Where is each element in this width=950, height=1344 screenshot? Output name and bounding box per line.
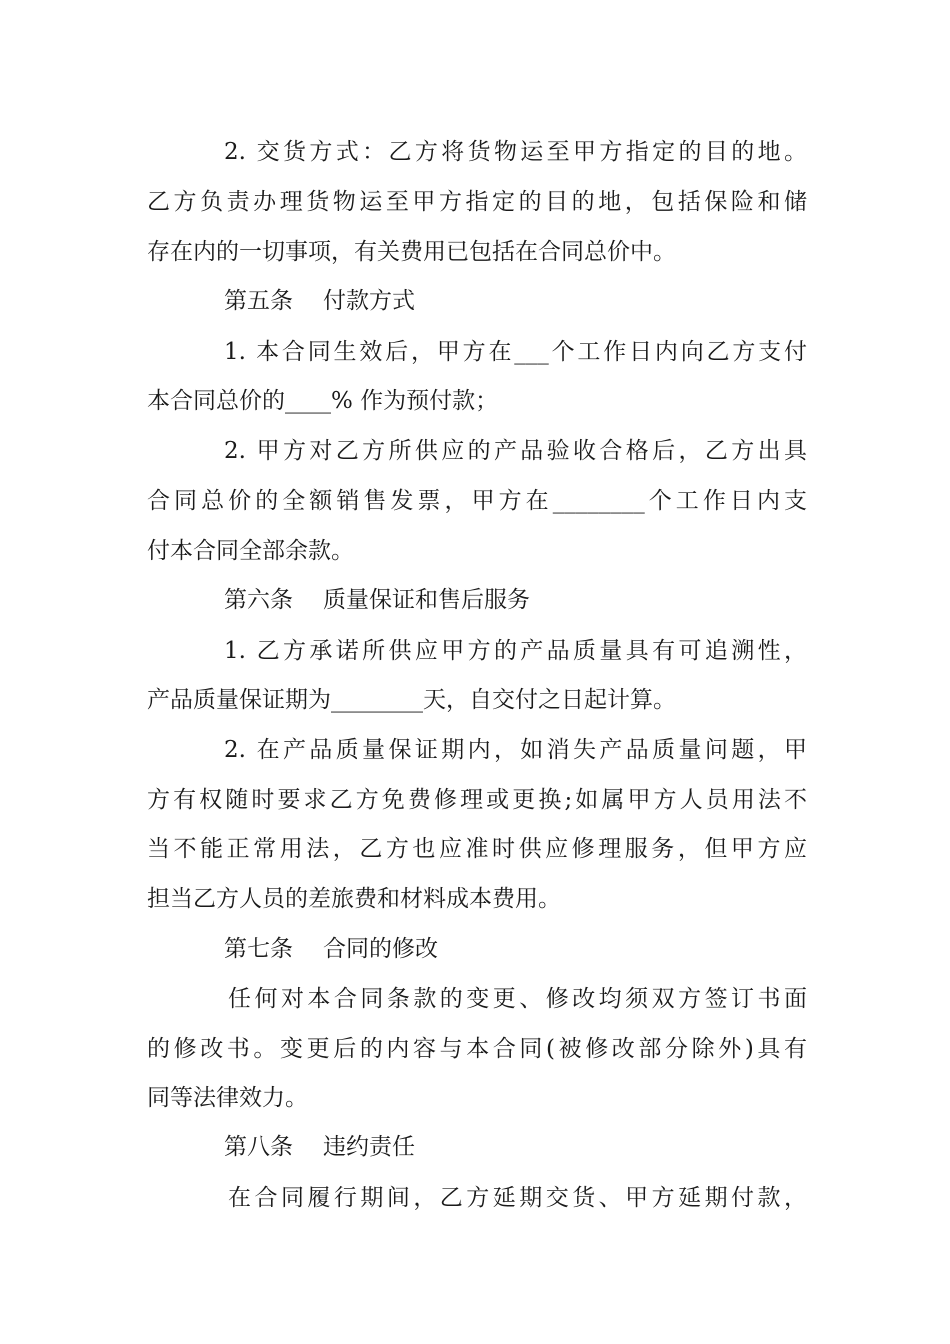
text-line: 本合同总价的____% 作为预付款； [147, 388, 499, 414]
article-heading [224, 585, 530, 615]
text-line: 合同总价的全额销售发票，甲方在________个工作日内支 [147, 488, 807, 514]
text-line: 同等法律效力。 [147, 1085, 308, 1111]
text-line: 乙方负责办理货物运至甲方指定的目的地，包括保险和储 [147, 189, 807, 215]
article-heading [224, 1132, 415, 1162]
text-line: 产品质量保证期为________天，自交付之日起计算。 [147, 687, 676, 713]
text-line: 方有权随时要求乙方免费修理或更换;如属甲方人员用法不 [147, 787, 807, 813]
article-number: 第五条 [224, 288, 293, 314]
text-line: 的修改书。变更后的内容与本合同(被修改部分除外)具有 [147, 1036, 807, 1062]
article-number: 第八条 [224, 1134, 293, 1160]
text-line: 2. 在产品质量保证期内，如消失产品质量问题，甲 [224, 737, 807, 763]
text-line: 任何对本合同条款的变更、修改均须双方签订书面 [228, 986, 807, 1012]
text-line: 付本合同全部余款。 [147, 538, 354, 564]
article-number: 第七条 [224, 936, 293, 962]
text-line: 担当乙方人员的差旅费和材料成本费用。 [147, 886, 561, 912]
article-title: 付款方式 [323, 288, 415, 314]
text-line: 在合同履行期间，乙方延期交货、甲方延期付款， [228, 1185, 807, 1211]
article-title: 违约责任 [323, 1134, 415, 1160]
article-heading [224, 286, 415, 316]
text-line: 1. 本合同生效后，甲方在___个工作日内向乙方支付 [224, 339, 807, 365]
article-title: 质量保证和售后服务 [323, 587, 530, 613]
article-number: 第六条 [224, 587, 293, 613]
text-line: 当不能正常用法，乙方也应准时供应修理服务，但甲方应 [147, 836, 807, 862]
article-title: 合同的修改 [323, 936, 438, 962]
text-line: 2. 甲方对乙方所供应的产品验收合格后，乙方出具 [224, 438, 807, 464]
text-line: 1. 乙方承诺所供应甲方的产品质量具有可追溯性， [224, 638, 807, 664]
article-heading [224, 934, 438, 964]
text-line: 存在内的一切事项，有关费用已包括在合同总价中。 [147, 239, 676, 265]
text-line: 2. 交货方式：乙方将货物运至甲方指定的目的地。 [224, 139, 807, 165]
